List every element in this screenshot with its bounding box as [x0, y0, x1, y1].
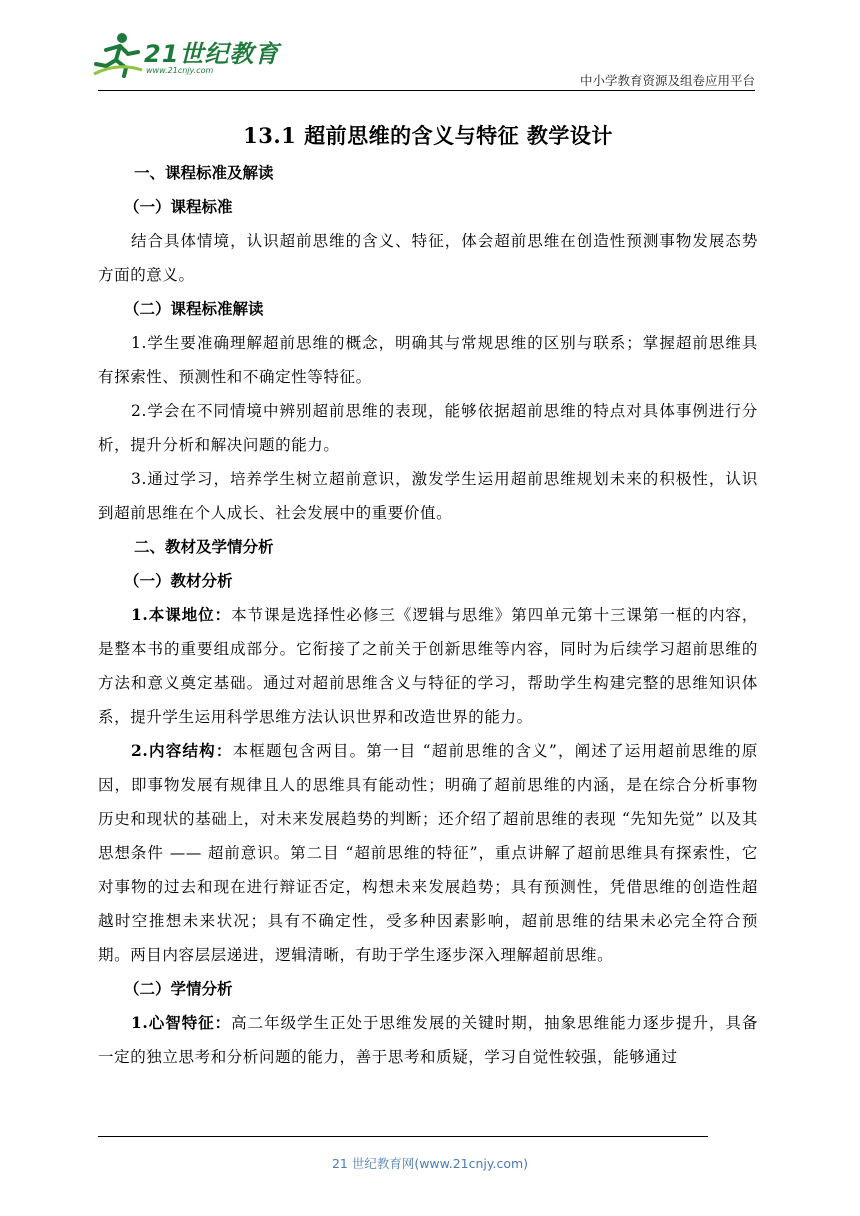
logo-text: 21世纪教育 [144, 40, 280, 68]
section-heading: 一、课程标准及解读 [134, 163, 274, 182]
footer-link[interactable]: 21 世纪教育网(www.21cnjy.com) [331, 1156, 529, 1171]
paragraph [98, 1006, 758, 1074]
page-title: 13.1 超前思维的含义与特征 教学设计 [243, 123, 613, 148]
paragraph-text: 本框题包含两目。第一目 “超前思维的含义”，阐述了运用超前思维的原因，即事物发展有规律且人的思维具有能动性；明确了超前思维的内涵，是在综合分析事物历史和现状的基础上，对未来发展趋势的判断；还介绍了超前思维的表现 “先知先觉” 以及其思想条件 —— 超前意识。第二目 “超前思维的特征”，重点讲解了超前思维具有探索性，它对事物的过去和现在进行辩证否定，构想未来发展趋势；具有预测性，凭借思维的创造性超越时空推想未来状况；具有不确定性，受多种因素影响，超前思维的结果未必完全符合预期。两目内容层层递进，逻辑清晰，有助于学生逐步深入理解超前思维。 [98, 742, 759, 964]
paragraph: 3.通过学习，培养学生树立超前意识，激发学生运用超前思维规划未来的积极性，认识到超前思维在个人成长、社会发展中的重要价值。 [98, 470, 758, 522]
footer-divider [98, 1136, 708, 1137]
brand-logo [92, 30, 280, 80]
paragraph-label: 2.内容结构： [131, 741, 233, 760]
paragraph [98, 598, 758, 734]
header-divider [98, 90, 755, 91]
paragraph-label: 1.心智特征： [131, 1013, 232, 1032]
running-figure-icon [92, 30, 144, 78]
paragraph: 1.学生要准确理解超前思维的概念，明确其与常规思维的区别与联系；掌握超前思维具有探索性、预测性和不确定性等特征。 [98, 334, 758, 386]
platform-label: 中小学教育资源及组卷应用平台 [579, 73, 755, 88]
subsection-heading: （一）教材分析 [124, 571, 233, 590]
paragraph [98, 734, 758, 972]
section-heading: 二、教材及学情分析 [134, 537, 274, 556]
subsection-heading: （二）课程标准解读 [124, 299, 264, 318]
page-header [0, 0, 860, 100]
paragraph-text: 本节课是选择性必修三《逻辑与思维》第四单元第十三课第一框的内容，是整本书的重要组成部分。它衔接了之前关于创新思维等内容，同时为后续学习超前思维的方法和意义奠定基础。通过对超前思维含义与特征的学习，帮助学生构建完整的思维知识体系，提升学生运用科学思维方法认识世界和改造世界的能力。 [98, 606, 758, 726]
paragraph-text: 高二年级学生正处于思维发展的关键时期，抽象思维能力逐步提升，具备一定的独立思考和分析问题的能力，善于思考和质疑，学习自觉性较强，能够通过 [98, 1014, 758, 1066]
logo-url: www.21cnjy.com [146, 66, 214, 75]
subsection-heading: （一）课程标准 [124, 197, 233, 216]
subsection-heading: （二）学情分析 [124, 979, 233, 998]
paragraph-label: 1.本课地位： [131, 605, 232, 624]
paragraph: 结合具体情境，认识超前思维的含义、特征，体会超前思维在创造性预测事物发展态势方面的意义。 [98, 232, 758, 284]
document-body [98, 116, 758, 1074]
paragraph: 2.学会在不同情境中辨别超前思维的表现，能够依据超前思维的特点对具体事例进行分析，提升分析和解决问题的能力。 [98, 402, 758, 454]
